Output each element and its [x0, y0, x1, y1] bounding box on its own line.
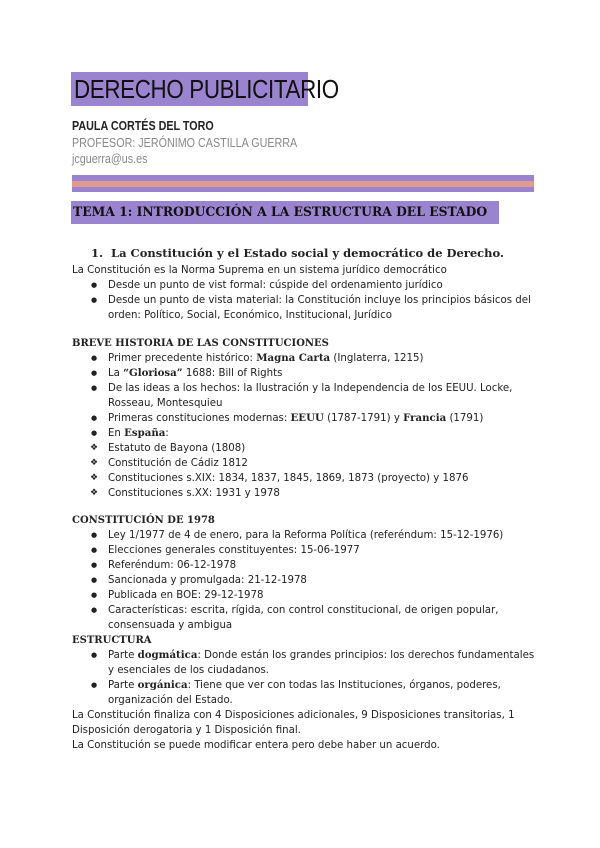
- list-item: ❖ Estatuto de Bayona (1808): [108, 441, 542, 456]
- document-title: DERECHO PUBLICITARIO: [74, 74, 339, 104]
- list-item: ● En España:: [108, 426, 542, 441]
- list-item: ● Características: escrita, rígida, con control constitucional, de origen popular, consensuada y ambigua: [108, 603, 542, 633]
- author-name: PAULA CORTÉS DEL TORO: [72, 119, 214, 133]
- list-item: ● Elecciones generales constituyentes: 15-06-1977: [108, 543, 542, 558]
- list-item: ● De las ideas a los hechos: la Ilustración y la Independencia de los EEUU. Locke, Rosseau, Montesquieu: [108, 381, 542, 411]
- spain-constitutions-list: [72, 441, 542, 501]
- section-intro: La Constitución es la Norma Suprema en un sistema jurídico democrático: [72, 265, 447, 276]
- section-heading: [72, 245, 542, 261]
- list-item: ● Publicada en BOE: 29-12-1978: [108, 588, 542, 603]
- list-item: ● Primeras constituciones modernas: EEUU (1787-1791) y Francia (1791): [108, 411, 542, 426]
- header-divider-stripe: [72, 181, 534, 187]
- title-highlight: [71, 72, 339, 106]
- list-item: ❖ Constitución de Cádiz 1812: [108, 456, 542, 471]
- c1978-heading: CONSTITUCIÓN DE 1978: [72, 515, 215, 526]
- historia-heading: BREVE HISTORIA DE LAS CONSTITUCIONES: [72, 338, 329, 349]
- paragraph: La Constitución se puede modificar entera pero debe haber un acuerdo.: [72, 740, 440, 751]
- list-item: ● Ley 1/1977 de 4 de enero, para la Reforma Política (referéndum: 15-12-1976): [108, 528, 542, 543]
- c1978-list: [72, 528, 542, 633]
- list-item: ● Parte orgánica: Tiene que ver con todas las Instituciones, órganos, poderes, organización del Estado.: [108, 678, 542, 708]
- tema-title: TEMA 1: INTRODUCCIÓN A LA ESTRUCTURA DEL ESTADO: [73, 205, 488, 220]
- estructura-list: [72, 648, 542, 708]
- professor-line: PROFESOR: JERÓNIMO CASTILLA GUERRA: [72, 136, 298, 150]
- paragraph: La Constitución finaliza con 4 Disposiciones adicionales, 9 Disposiciones transitorias, 1 Disposición derogatoria y 1 Disposición final.: [72, 710, 515, 736]
- section-number: 1.: [91, 246, 104, 260]
- list-item: ● Primer precedente histórico: Magna Carta (Inglaterra, 1215): [108, 351, 542, 366]
- list-item: ● Desde un punto de vista material: la Constitución incluye los principios básicos del orden: Político, Social, Económico, Institucional, Jurídico: [108, 293, 542, 323]
- list-item: ● La “Gloriosa” 1688: Bill of Rights: [108, 366, 542, 381]
- historia-list: [72, 351, 542, 441]
- estructura-heading: ESTRUCTURA: [72, 635, 152, 646]
- professor-email: jcguerra@us.es: [72, 152, 148, 166]
- section1-list: [72, 278, 542, 323]
- list-item: ● Desde un punto de vist formal: cúspide del ordenamiento jurídico: [108, 278, 542, 293]
- list-item: ❖ Constituciones s.XX: 1931 y 1978: [108, 486, 542, 501]
- document-body: [72, 245, 542, 753]
- list-item: ❖ Constituciones s.XIX: 1834, 1837, 1845, 1869, 1873 (proyecto) y 1876: [108, 471, 542, 486]
- section-title: La Constitución y el Estado social y democrático de Derecho.: [111, 246, 505, 260]
- list-item: ● Parte dogmática: Donde están los grandes principios: los derechos fundamentales y esenciales de los ciudadanos.: [108, 648, 542, 678]
- list-item: ● Referéndum: 06-12-1978: [108, 558, 542, 573]
- list-item: ● Sancionada y promulgada: 21-12-1978: [108, 573, 542, 588]
